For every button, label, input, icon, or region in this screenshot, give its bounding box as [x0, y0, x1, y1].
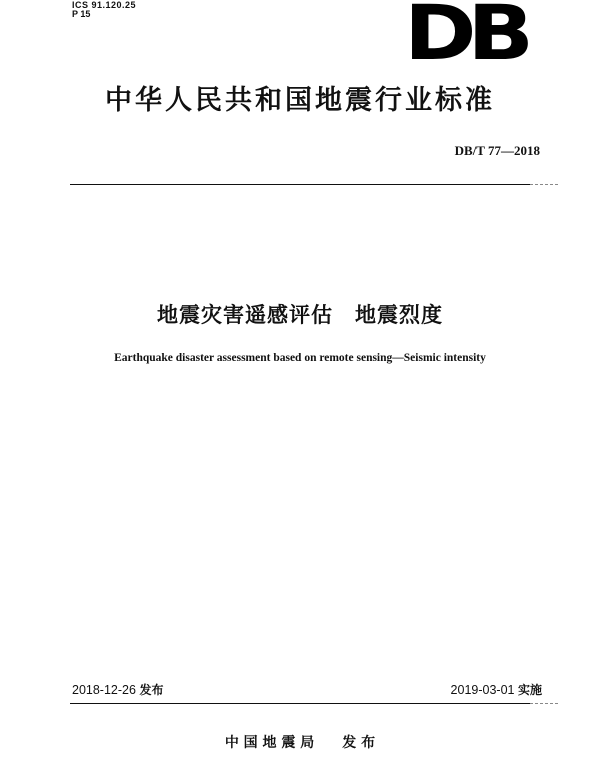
db-logo: DB: [404, 0, 525, 77]
bottom-divider-tail: [530, 703, 558, 704]
publish-date: 2018-12-26: [72, 683, 136, 697]
standard-type-title: 中华人民共和国地震行业标准: [105, 85, 495, 116]
implement-label: 实施: [517, 683, 542, 697]
top-divider: [70, 184, 530, 185]
standard-number: DB/T 77—2018: [454, 143, 540, 158]
bottom-divider: [70, 703, 530, 704]
ccs-code: P 15: [72, 9, 91, 19]
publish-date-line: [72, 682, 163, 698]
publish-label: 发布: [139, 683, 164, 697]
ics-code: ICS 91.120.25: [72, 0, 137, 10]
implement-date-line: [451, 682, 542, 698]
implement-date: 2019-03-01: [450, 683, 515, 697]
document-title-english: Earthquake disaster assessment based on remote sensing—Seismic intensity: [114, 352, 486, 364]
top-divider-tail: [530, 184, 558, 185]
document-title-chinese: 地震灾害遥感评估 地震烈度: [157, 303, 443, 327]
issuer: 中 国 地 震 局 发 布: [224, 735, 376, 751]
